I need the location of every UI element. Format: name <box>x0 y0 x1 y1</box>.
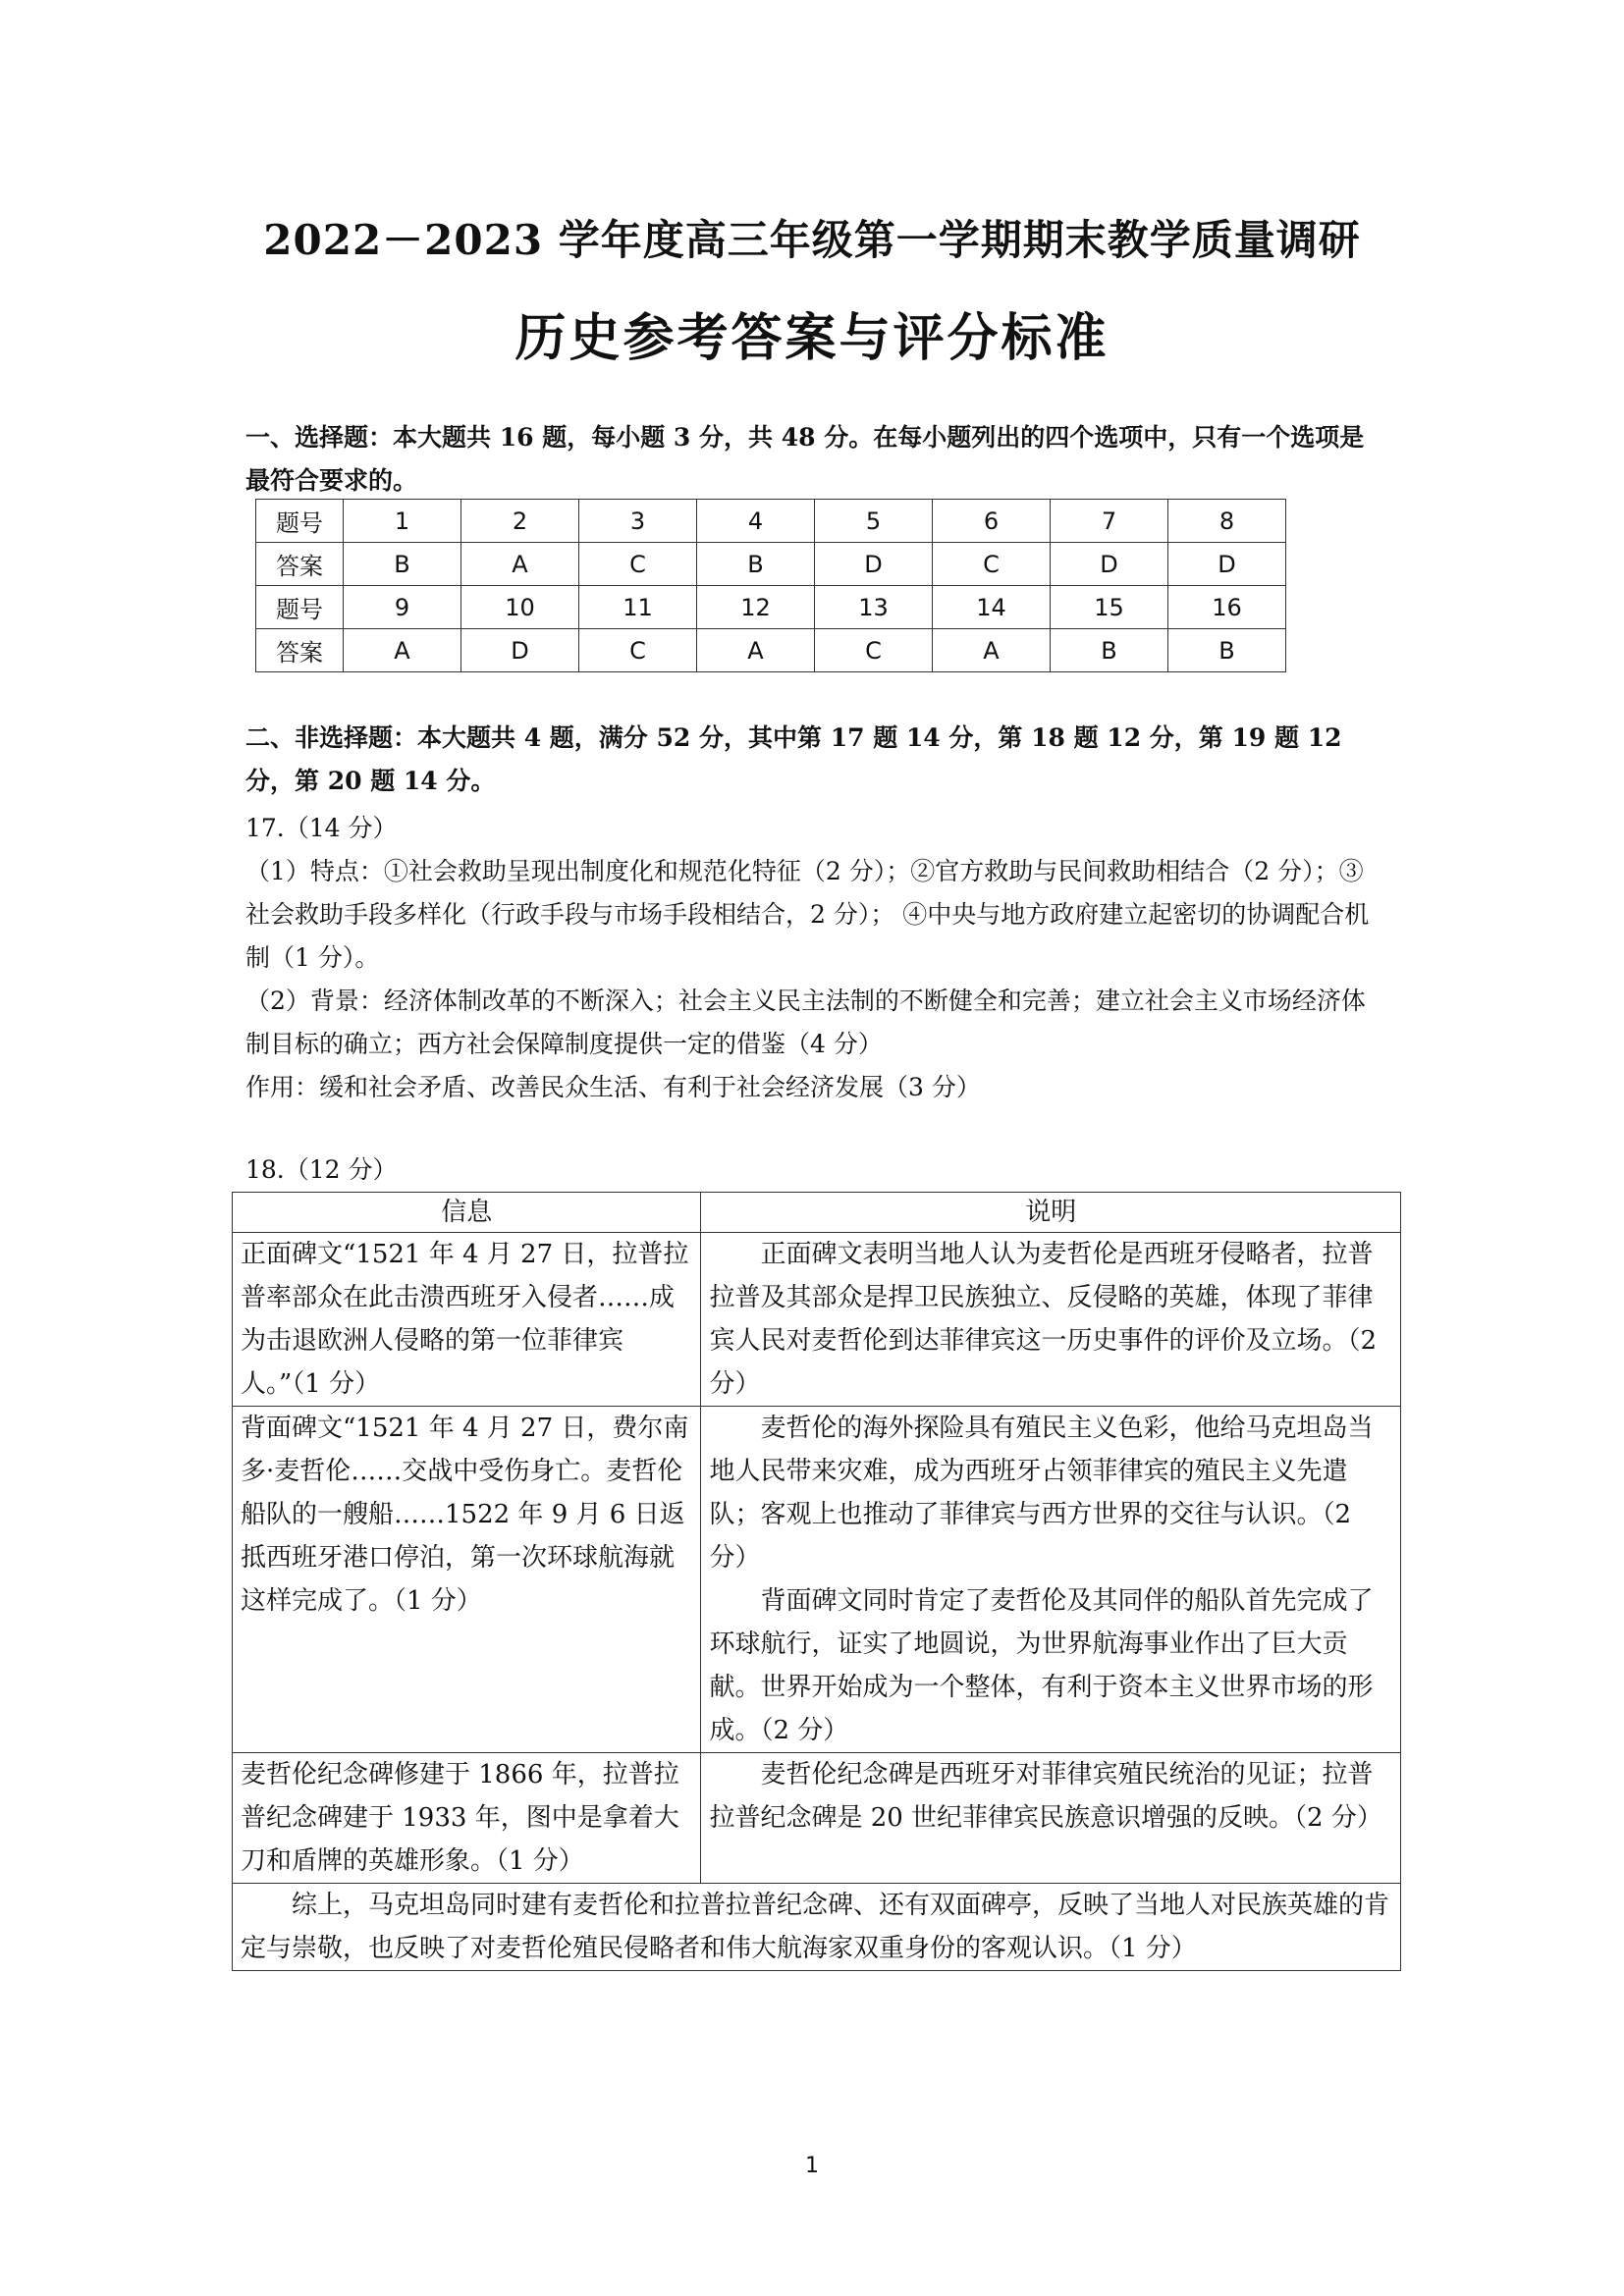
table-row <box>256 629 1286 672</box>
answer-cell: D <box>815 543 933 586</box>
table-header-row <box>233 1193 1401 1233</box>
question18-table <box>232 1192 1401 1971</box>
row-label: 答案 <box>256 629 344 672</box>
row-label: 答案 <box>256 543 344 586</box>
page-number: 1 <box>805 2154 819 2178</box>
table-row <box>233 1233 1401 1407</box>
answer-cell: D <box>1168 543 1286 586</box>
table-row <box>233 1753 1401 1884</box>
table-row <box>256 586 1286 629</box>
question18-header: 18.（12 分） <box>245 1155 398 1184</box>
table-row <box>233 1407 1401 1753</box>
explanation-cell <box>701 1753 1401 1884</box>
answer-cell: C <box>815 629 933 672</box>
question-number: 1 <box>344 500 461 543</box>
question-number: 15 <box>1051 586 1168 629</box>
question-number: 13 <box>815 586 933 629</box>
explanation-cell <box>701 1233 1401 1407</box>
row-label: 题号 <box>256 500 344 543</box>
question-number: 10 <box>461 586 579 629</box>
table-row <box>256 543 1286 586</box>
summary-cell <box>233 1884 1401 1971</box>
explanation-text: 正面碑文表明当地人认为麦哲伦是西班牙侵略者，拉普拉普及其部众是捍卫民族独立、反侵略的英雄，体现了菲律宾人民对麦哲伦到达菲律宾这一历史事件的评价及立场。（2 分） <box>709 1240 1377 1399</box>
explanation-text: 背面碑文同时肯定了麦哲伦及其同伴的船队首先完成了环球航行，证实了地圆说，为世界航海事业作出了巨大贡献。世界开始成为一个整体，有利于资本主义世界市场的形成。（2 分） <box>709 1586 1374 1745</box>
question-number: 4 <box>697 500 815 543</box>
question-number: 8 <box>1168 500 1286 543</box>
answer-cell: D <box>461 629 579 672</box>
question-number: 2 <box>461 500 579 543</box>
answer-cell: C <box>579 543 697 586</box>
summary-text: 综上，马克坦岛同时建有麦哲伦和拉普拉普纪念碑、还有双面碑亭，反映了当地人对民族英雄的肯定与崇敬，也反映了对麦哲伦殖民侵略者和伟大航海家双重身份的客观认识。（1 分） <box>241 1891 1390 1963</box>
table-row <box>233 1884 1401 1971</box>
info-cell: 背面碑文“1521 年 4 月 27 日，费尔南多·麦哲伦……交战中受伤身亡。麦哲伦船队的一艘船……1522 年 9 月 6 日返抵西班牙港口停泊，第一次环球航海就这样完成了。（1 分） <box>233 1407 701 1753</box>
explanation-text: 麦哲伦的海外探险具有殖民主义色彩，他给马克坦岛当地人民带来灾难，成为西班牙占领菲律宾的殖民主义先遣队；客观上也推动了菲律宾与西方世界的交往与认识。（2 分） <box>709 1414 1374 1573</box>
answer-key-table <box>255 499 1286 672</box>
question17-header: 17.（14 分） <box>245 814 398 842</box>
section2-heading: 二、非选择题：本大题共 4 题，满分 52 分，其中第 17 题 14 分，第 18 题 12 分，第 19 题 12 分，第 20 题 14 分。 <box>245 723 1342 795</box>
question-number: 12 <box>697 586 815 629</box>
answer-cell: C <box>933 543 1051 586</box>
question-number: 3 <box>579 500 697 543</box>
answer-cell: A <box>697 629 815 672</box>
row-label: 题号 <box>256 586 344 629</box>
info-cell: 正面碑文“1521 年 4 月 27 日，拉普拉普率部众在此击溃西班牙入侵者……成为击退欧洲人侵略的第一位菲律宾人。”（1 分） <box>233 1233 701 1407</box>
exam-title: 2022－2023 学年度高三年级第一学期期末教学质量调研 <box>263 216 1361 264</box>
answer-cell: B <box>697 543 815 586</box>
answer-cell: B <box>1168 629 1286 672</box>
answer-cell: C <box>579 629 697 672</box>
explanation-text: 麦哲伦纪念碑是西班牙对菲律宾殖民统治的见证；拉普拉普纪念碑是 20 世纪菲律宾民族意识增强的反映。（2 分） <box>709 1760 1382 1833</box>
answer-cell: A <box>344 629 461 672</box>
answer-cell: A <box>933 629 1051 672</box>
question-number: 6 <box>933 500 1051 543</box>
question-number: 7 <box>1051 500 1168 543</box>
answer-cell: B <box>344 543 461 586</box>
question-number: 5 <box>815 500 933 543</box>
question17-part2: （2）背景：经济体制改革的不断深入；社会主义民主法制的不断健全和完善；建立社会主义市场经济体制目标的确立；西方社会保障制度提供一定的借鉴（4 分） <box>245 987 1366 1058</box>
question17-answer <box>245 850 1384 1109</box>
question17-effect: 作用：缓和社会矛盾、改善民众生活、有利于社会经济发展（3 分） <box>245 1073 981 1101</box>
question-number: 14 <box>933 586 1051 629</box>
question17-part1: （1）特点：①社会救助呈现出制度化和规范化特征（2 分）；②官方救助与民间救助相结合（2 分）；③社会救助手段多样化（行政手段与市场手段相结合，2 分）； ④中央与地方政府建立起密切的协调配合机制（1 分）。 <box>245 857 1370 972</box>
column-header-explanation: 说明 <box>701 1193 1401 1233</box>
table-row <box>256 500 1286 543</box>
page-subtitle: 历史参考答案与评分标准 <box>514 308 1110 368</box>
info-cell: 麦哲伦纪念碑修建于 1866 年，拉普拉普纪念碑建于 1933 年，图中是拿着大刀和盾牌的英雄形象。（1 分） <box>233 1753 701 1884</box>
explanation-cell <box>701 1407 1401 1753</box>
question-number: 9 <box>344 586 461 629</box>
answer-cell: B <box>1051 629 1168 672</box>
answer-cell: A <box>461 543 579 586</box>
question-number: 16 <box>1168 586 1286 629</box>
column-header-info: 信息 <box>233 1193 701 1233</box>
answer-cell: D <box>1051 543 1168 586</box>
section1-heading: 一、选择题：本大题共 16 题，每小题 3 分，共 48 分。在每小题列出的四个选项中，只有一个选项是最符合要求的。 <box>245 423 1365 495</box>
question-number: 11 <box>579 586 697 629</box>
